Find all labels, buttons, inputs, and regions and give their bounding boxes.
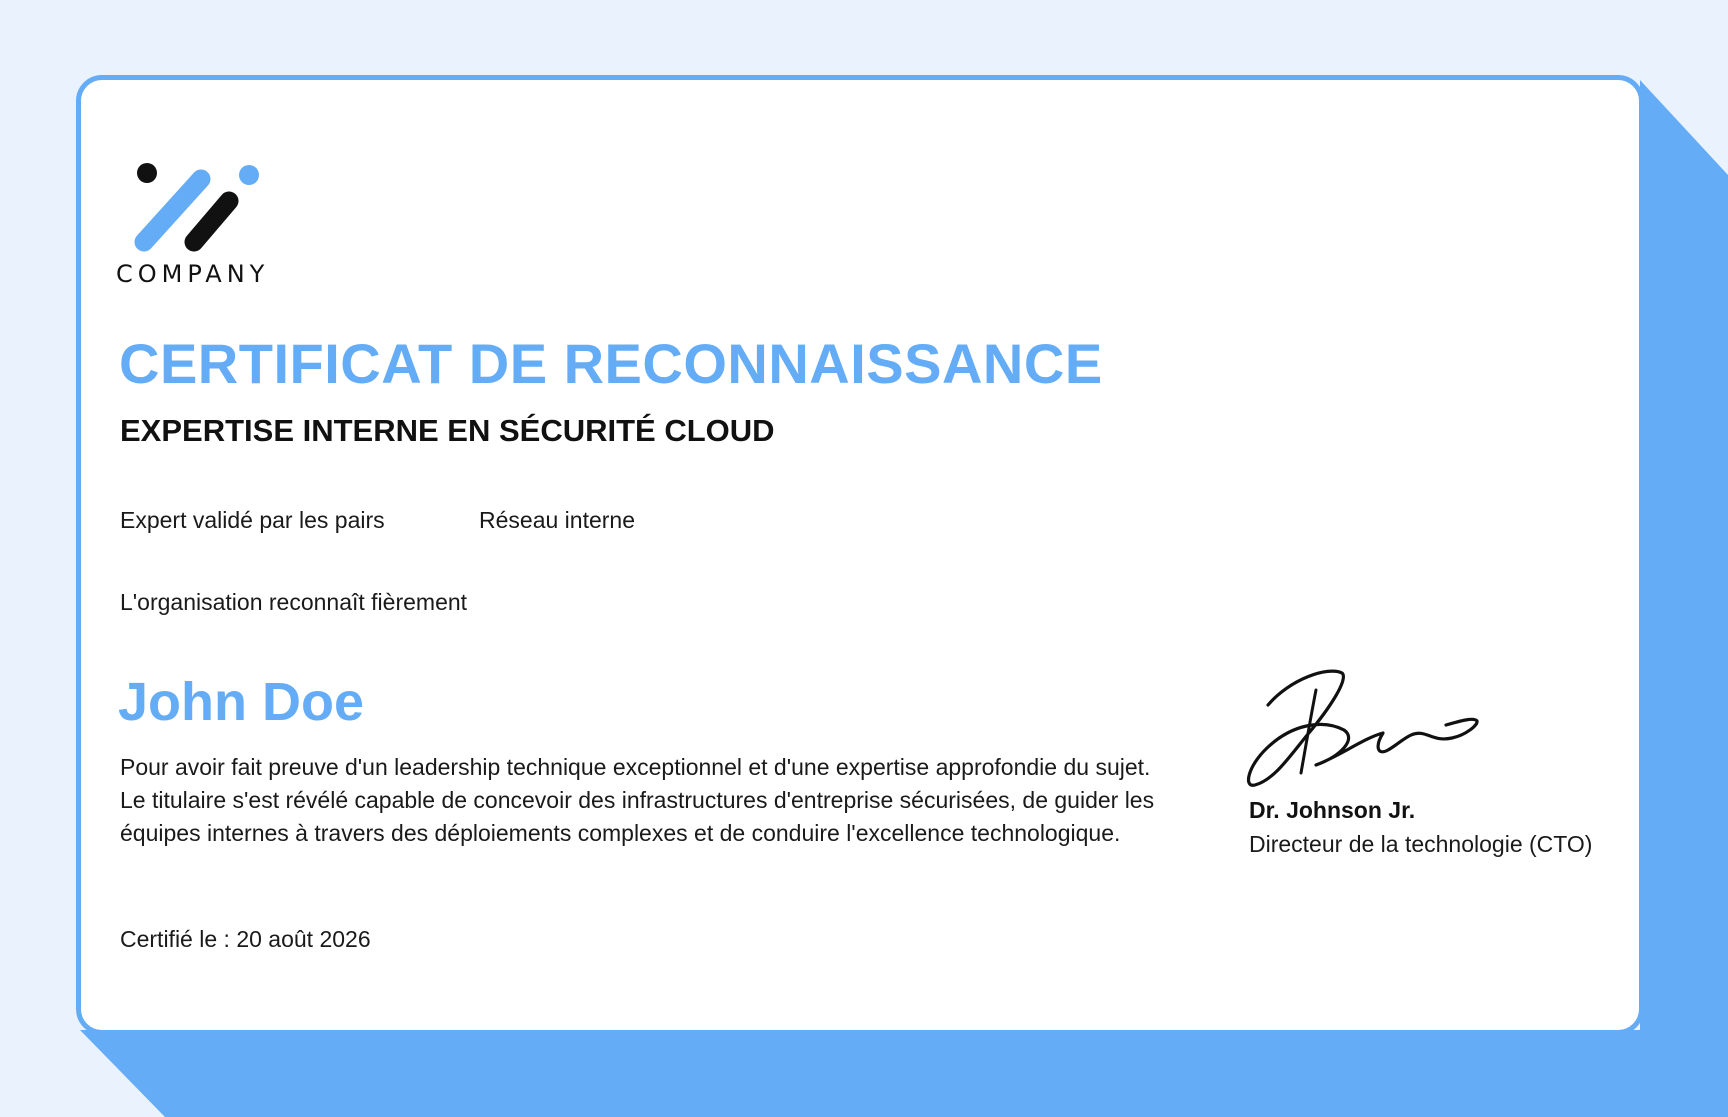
certificate-intro: L'organisation reconnaît fièrement <box>120 589 468 615</box>
company-logo-text: COMPANY <box>116 260 270 288</box>
certificate-title: CERTIFICAT DE RECONNAISSANCE <box>119 332 1103 395</box>
signature-image <box>1246 664 1486 794</box>
certificate-subtitle: EXPERTISE INTERNE EN SÉCURITÉ CLOUD <box>120 413 775 448</box>
certificate-description: Pour avoir fait preuve d'un leadership technique exceptionnel et d'une expertise approfondie du sujet. Le titulaire s'est révélé capable de concevoir des infrastructures d'entreprise sécurisées, de guider les équipes internes à travers des déploiements complexes et de conduire l'excellence technologique. <box>120 754 1155 846</box>
tag-peer-validated: Expert validé par les pairs <box>120 507 385 533</box>
recipient-name: John Doe <box>118 672 365 732</box>
certification-date: Certifié le : 20 août 2026 <box>120 926 371 952</box>
signatory-role: Directeur de la technologie (CTO) <box>1249 831 1593 857</box>
company-logo-icon <box>116 160 266 260</box>
signatory-name: Dr. Johnson Jr. <box>1249 797 1416 823</box>
company-logo <box>116 160 286 290</box>
tag-internal-network: Réseau interne <box>479 507 635 533</box>
certificate-card <box>76 75 1644 1035</box>
